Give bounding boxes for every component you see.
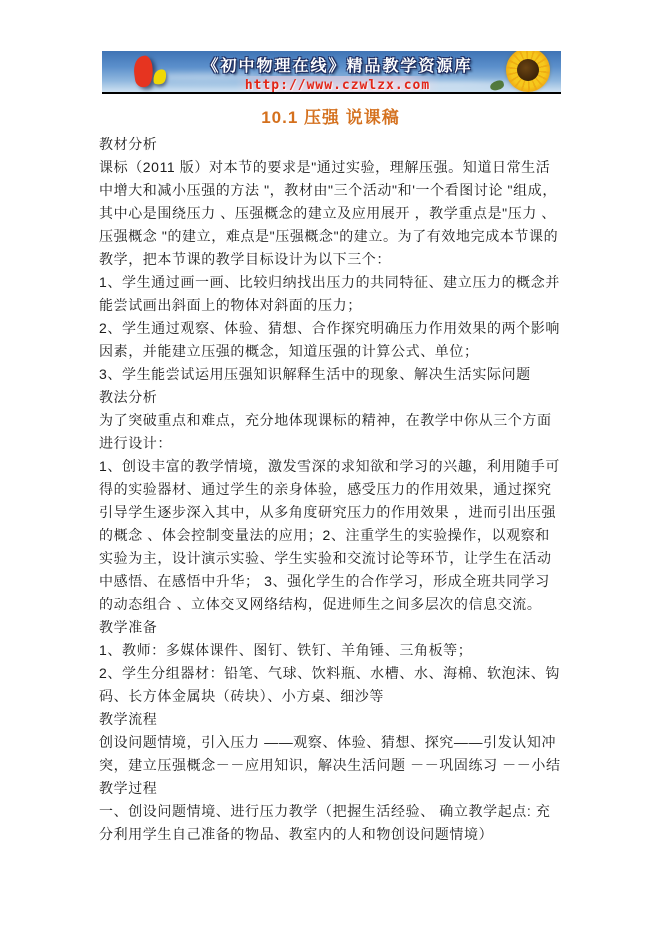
paragraph: 1、学生通过画一画、比较归纳找出压力的共同特征、建立压力的概念并能尝试画出斜面上的物体对斜面的压力； — [99, 274, 560, 313]
site-url-band — [235, 76, 440, 94]
paragraph: 1、教师：多媒体课件、图钉、铁钉、羊角锤、三角板等； — [99, 642, 473, 658]
sunflower-icon — [504, 51, 552, 92]
paragraph: 1、创设丰富的教学情境，激发雪深的求知欲和学习的兴趣，利用随手可得的实验器材、通过学生的亲身体验，感受压力的作用效果，通过探究引导学生逐步深入其中，从多角度研究压力的作用效果 ，进而引出压强的概念 、体会控制变量法的应用；2、注重学生的实验操作，以观察和实验为主，设计演示实验、学生实验和交流讨论等环节，让学生在活动中感悟、在感悟中升华； 3、强化学生的合作学习，形成全班共同学习的动态组合 、立体交叉网络结构，促进师生之间多层次的信息交流。 — [99, 458, 560, 612]
section-heading-textbook-analysis: 教材分析 — [99, 136, 158, 152]
section-heading-teaching-flow: 教学流程 — [99, 711, 158, 727]
paragraph: 2、学生通过观察、体验、猜想、合作探究明确压力作用效果的两个影响因素，并能建立压强的概念，知道压强的计算公式、单位； — [99, 320, 560, 359]
page-title: 10.1 压强 说课稿 — [261, 108, 400, 127]
section-heading-teaching-preparation: 教学准备 — [99, 619, 158, 635]
document-body — [99, 133, 563, 846]
site-banner — [102, 51, 561, 94]
paragraph: 一、创设问题情境、进行压力教学（把握生活经验、 确立教学起点: 充分利用学生自己准备的物品、教室内的人和物创设问题情境） — [99, 803, 551, 842]
sunflower-center — [517, 59, 539, 81]
section-heading-teaching-method: 教法分析 — [99, 389, 158, 405]
section-heading-teaching-process: 教学过程 — [99, 780, 158, 796]
paragraph: 创设问题情境，引入压力 ——观察、体验、猜想、探究——引发认知冲突，建立压强概念－－应用知识，解决生活问题 －－巩固练习 －－小结 — [99, 734, 561, 773]
site-url: http://www.czwlzx.com — [244, 78, 431, 93]
site-name: 《初中物理在线》精品教学资源库 — [202, 58, 473, 75]
paragraph: 2、学生分组器材：铅笔、气球、饮料瓶、水槽、水、海棉、软泡沫、钩码、长方体金属块（砖块）、小方桌、细沙等 — [99, 665, 560, 704]
paragraph: 为了突破重点和难点，充分地体现课标的精神，在教学中你从三个方面进行设计： — [99, 412, 552, 451]
paragraph: 课标（2011 版）对本节的要求是"通过实验，理解压强。知道日常生活中增大和减小压强的方法 "，教材由"三个活动"和'一个看图讨论 "组成，其中心是围绕压力 、压强概念的建立及应用展开 ，教学重点是"压力 、压强概念 "的建立，难点是"压强概念"的建立。为了有效地完成本节课的教学，把本节课的教学目标设计为以下三个： — [99, 159, 559, 267]
paragraph: 3、学生能尝试运用压强知识解释生活中的现象、解决生活实际问题 — [99, 366, 531, 382]
